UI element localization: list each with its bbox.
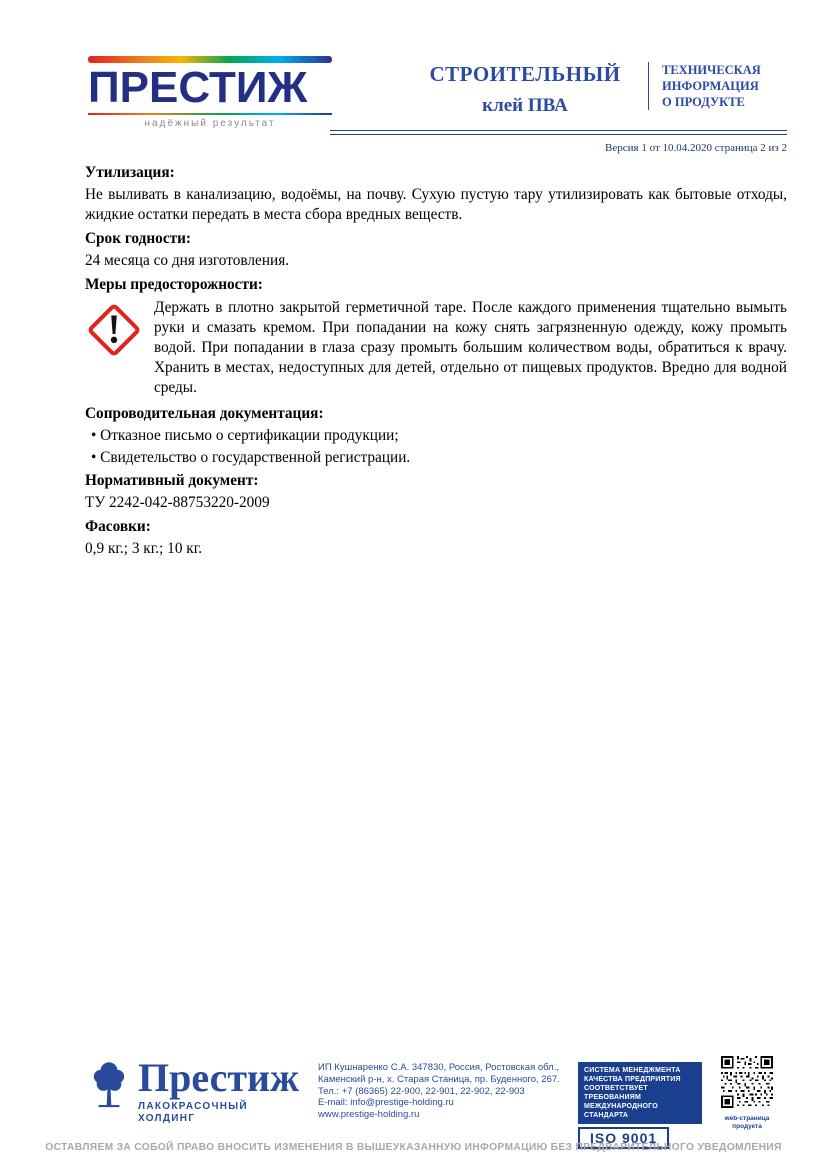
normative-paragraph: ТУ 2242-042-88753220-2009 — [85, 494, 270, 511]
prestige-logo — [88, 56, 332, 129]
footer-logo-text-block — [138, 1055, 300, 1125]
iso-badge-line1: СИСТЕМА МЕНЕДЖМЕНТА — [584, 1067, 681, 1074]
logo-gradient-bar — [88, 56, 332, 63]
contact-phone-line: Тел.: +7 (86365) 22-900, 22-901, 22-902, 22-903 — [318, 1085, 525, 1097]
doc-type-line2: ИНФОРМАЦИЯ — [662, 79, 759, 93]
doc-type-line3: О ПРОДУКТЕ — [662, 95, 745, 109]
qr-block — [720, 1056, 774, 1131]
contact-website-link[interactable]: www.prestige-holding.ru — [318, 1109, 420, 1121]
section-heading-shelf-life: Срок годности: — [85, 230, 192, 247]
contact-address-line1: ИП Кушнаренко С.А. 347830, Россия, Ростовская обл., — [318, 1062, 559, 1073]
shelf-life-paragraph: 24 месяца со дня изготовления. — [85, 252, 290, 269]
packaging-paragraph: 0,9 кг.; 3 кг.; 10 кг. — [85, 540, 203, 557]
header-divider-line-bottom — [330, 134, 787, 135]
section-heading-utilization: Утилизация: — [85, 164, 175, 181]
doc-type-block — [648, 62, 792, 110]
docs-bullet-2: • Свидетельство о государственной регистрации. — [91, 449, 411, 466]
doc-type-line1: ТЕХНИЧЕСКАЯ — [662, 63, 761, 77]
iso-9001-badge — [578, 1062, 702, 1149]
contact-address-line2: Каменский р-н, х. Старая Станица, пр. Буденного, 267. — [318, 1073, 560, 1085]
docs-bullet-1: • Отказное письмо о сертификации продукции; — [91, 427, 399, 444]
footer-holding-line2: ХОЛДИНГ — [138, 1113, 196, 1124]
section-heading-packaging: Фасовки: — [85, 518, 151, 535]
qr-caption — [720, 1115, 774, 1131]
section-heading-precautions: Меры предосторожности: — [85, 276, 263, 293]
iso-badge-line4: МЕЖДУНАРОДНОГО СТАНДАРТА — [584, 1103, 658, 1119]
footer-holding-caption — [138, 1101, 299, 1125]
iso-9001-label: ISO 9001 — [578, 1127, 669, 1149]
section-heading-normative: Нормативный документ: — [85, 472, 259, 489]
header-divider-line-top — [330, 130, 787, 131]
footer-wordmark: Престиж — [138, 1055, 300, 1100]
iso-badge-line2: КАЧЕСТВА ПРЕДПРИЯТИЯ — [584, 1076, 681, 1083]
footer-logo — [90, 1055, 300, 1125]
qr-code — [721, 1056, 773, 1108]
version-text: Версия 1 от 10.04.2020 страница 2 из 2 — [605, 142, 787, 154]
footer-holding-line1: ЛАКОКРАСОЧНЫЙ — [138, 1101, 248, 1112]
qr-caption-line2: продукта — [732, 1122, 762, 1130]
utilization-paragraph: Не выливать в канализацию, водоёмы, на почву. Сухую пустую тару утилизировать как бытовые отходы, жидкие остатки передать в места сбора вредных веществ. — [85, 186, 787, 223]
product-title — [420, 62, 630, 117]
logo-wordmark: ПРЕСТИЖ — [88, 63, 308, 112]
footer-disclaimer: ОСТАВЛЯЕМ ЗА СОБОЙ ПРАВО ВНОСИТЬ ИЗМЕНЕНИЯ В ВЫШЕУКАЗАННУЮ ИНФОРМАЦИЮ БЕЗ ПРЕДВАРИТЕЛЬНОГО УВЕДОМЛЕНИЯ — [45, 1142, 782, 1153]
qr-caption-line1: web-страница — [724, 1115, 770, 1122]
product-title-line2: клей ПВА — [482, 95, 568, 116]
document-header — [88, 52, 787, 152]
tree-logo-icon — [90, 1058, 128, 1116]
product-title-line1: СТРОИТЕЛЬНЫЙ — [429, 62, 621, 86]
contact-email-link[interactable]: E-mail: info@prestige-holding.ru — [318, 1097, 454, 1109]
iso-badge-text — [578, 1062, 702, 1124]
logo-gradient-underline — [88, 113, 332, 115]
section-heading-docs: Сопроводительная документация: — [85, 405, 324, 422]
iso-badge-line3: СООТВЕТСТВУЕТ ТРЕБОВАНИЯМ — [584, 1085, 648, 1101]
precautions-block — [85, 298, 787, 398]
logo-tagline: надёжный результат — [144, 118, 276, 129]
contact-block — [318, 1062, 570, 1121]
document-body — [85, 160, 787, 563]
ghs-exclamation-diamond-icon — [85, 301, 143, 359]
precautions-paragraph: Держать в плотно закрытой герметичной таре. После каждого применения тщательно вымыть руки и смазать кремом. При попадании на кожу снять загрязненную одежду, кожу промыть водой. При попадании в глаза сразу промыть большим количеством воды, обратиться к врачу. Хранить в местах, недоступных для детей, отдельно от пищевых продуктов. Вредно для водной среды. — [154, 299, 787, 396]
